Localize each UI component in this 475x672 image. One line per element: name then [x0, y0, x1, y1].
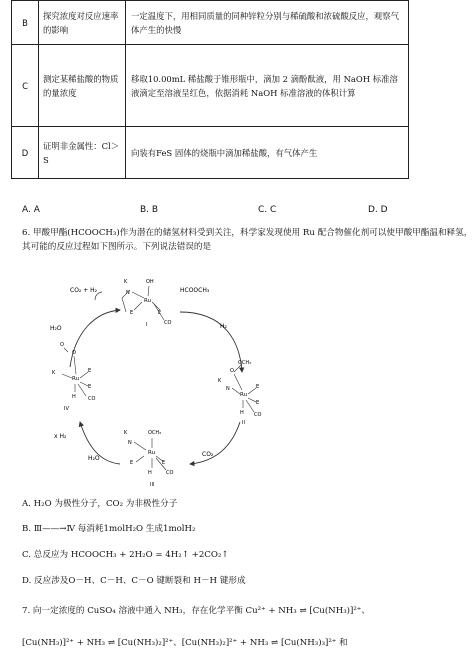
species-label-iii: III [150, 482, 155, 488]
label-in-h2o-2: H₂O [88, 455, 100, 462]
atom-n: N [226, 386, 230, 392]
row-key: B [12, 1, 39, 45]
label-out-xh2: x H₂ [54, 433, 67, 440]
label-in-hcooch3: HCOOCH₃ [180, 287, 210, 294]
atom-n: N [128, 440, 132, 446]
choice-b[interactable]: B. B [140, 205, 159, 215]
table-row [12, 127, 409, 179]
cycle-arrow-iii-iv [80, 422, 120, 464]
label-out-h2: H₂ [220, 323, 227, 330]
atom-e: E [88, 368, 92, 374]
atom-e: E [256, 400, 260, 406]
row-purpose: 证明非金属性：Cl＞S [39, 127, 126, 179]
atom-k: K [124, 279, 128, 285]
q6-option-a[interactable]: A. H₂O 为极性分子，CO₂ 为非极性分子 [22, 499, 178, 509]
atom-ru: Ru [144, 298, 152, 304]
cycle-arrow-ii-iii [190, 422, 240, 464]
atom-h: H [240, 410, 244, 416]
row-purpose: 探究浓度对反应速率的影响 [39, 1, 126, 45]
row-method: 向装有FeS 固体的烧瓶中滴加稀盐酸，有气体产生 [126, 127, 409, 179]
atom-co: CO [254, 412, 262, 418]
table-row [12, 45, 409, 127]
atom-och3: OCH₃ [238, 360, 252, 366]
row-purpose: 测定某稀盐酸的物质的量浓度 [39, 45, 126, 127]
row-method: 一定温度下，用相同质量的同种锌粒分别与稀硫酸和浓硫酸反应，观察气体产生的快慢 [126, 1, 409, 45]
atom-o: O [72, 350, 76, 356]
atom-n: N [126, 290, 130, 296]
atom-k: K [52, 370, 56, 376]
complex-ii [218, 360, 261, 426]
atom-oh: OH [146, 279, 154, 285]
label-out-co2: CO₂ [202, 451, 214, 458]
species-label-ii: II [242, 420, 245, 426]
atom-e: E [256, 384, 260, 390]
atom-ru: Ru [240, 392, 248, 398]
atom-ru: Ru [72, 376, 80, 382]
atom-co: CO [88, 396, 96, 402]
complex-i [122, 279, 171, 328]
atom-co: CO [164, 320, 172, 326]
choice-a[interactable]: A. A [22, 205, 40, 215]
question-7-line-2: [Cu(NH₃)]²⁺ + NH₃ ⇌ [Cu(NH₃)₂]²⁺、[Cu(NH₃)₂]²⁺ + NH₃ ⇌ [Cu(NH₃)₃]²⁺ 和 [22, 638, 348, 648]
atom-e: E [158, 310, 162, 316]
row-method: 移取10.00mL 稀盐酸于锥形瓶中，滴加 2 滴酚酞液，用 NaOH 标准溶液滴定至溶液呈红色，依据消耗 NaOH 标准溶液的体积计算 [126, 45, 409, 127]
complex-iii [124, 430, 173, 488]
atom-k: K [124, 430, 128, 436]
row-key: C [12, 45, 39, 127]
q6-option-d[interactable]: D. 反应涉及O－H、C－H、C－O 键断裂和 H－H 键形成 [22, 576, 246, 586]
atom-h: H [148, 470, 152, 476]
q6-option-b[interactable]: B. Ⅲ——→Ⅳ 每消耗1molH₂O 生成1molH₂ [22, 524, 196, 534]
atom-o: O [230, 368, 234, 374]
atom-e: E [130, 460, 134, 466]
catalytic-cycle-diagram [40, 272, 290, 490]
atom-h: H [72, 394, 76, 400]
atom-o: O [60, 342, 64, 348]
choice-d[interactable]: D. D [368, 205, 388, 215]
choice-c[interactable]: C. C [258, 205, 277, 215]
atom-e: E [88, 384, 92, 390]
atom-och3: OCH₃ [148, 430, 162, 436]
question-6-stem: 6. 甲酸甲酯(HCOOCH₃)作为潜在的储氢材料受到关注，科学家发现使用 Ru 配合物催化剂可以使甲酸甲酯温和释氢，其可能的反应过程如下图所示。下列说法错误的是 [22, 228, 473, 252]
complex-iv [52, 342, 95, 412]
atom-ru: Ru [148, 450, 156, 456]
row-key: D [12, 127, 39, 179]
cycle-arrow-iv-i [70, 310, 120, 367]
species-label-iv: IV [64, 406, 69, 412]
species-label-i: I [146, 322, 148, 328]
atom-e: E [162, 460, 166, 466]
atom-co: CO [166, 470, 174, 476]
experiment-options-table [11, 0, 409, 179]
atom-k: K [218, 378, 222, 384]
label-in-h2o: H₂O [50, 325, 62, 332]
atom-e: E [130, 310, 134, 316]
table-row [12, 1, 409, 45]
q6-option-c[interactable]: C. 总反应为 HCOOCH₃ + 2H₂O = 4H₂↑ +2CO₂↑ [22, 550, 229, 560]
cycle-arrow-i-ii [180, 312, 242, 372]
label-out-co2-h2: CO₂ + H₂ [70, 287, 98, 294]
question-7-line-1: 7. 向一定浓度的 CuSO₄ 溶液中通入 NH₃，存在化学平衡 Cu²⁺ + NH₃ ⇌ [Cu(NH₃)]²⁺、 [22, 606, 370, 616]
